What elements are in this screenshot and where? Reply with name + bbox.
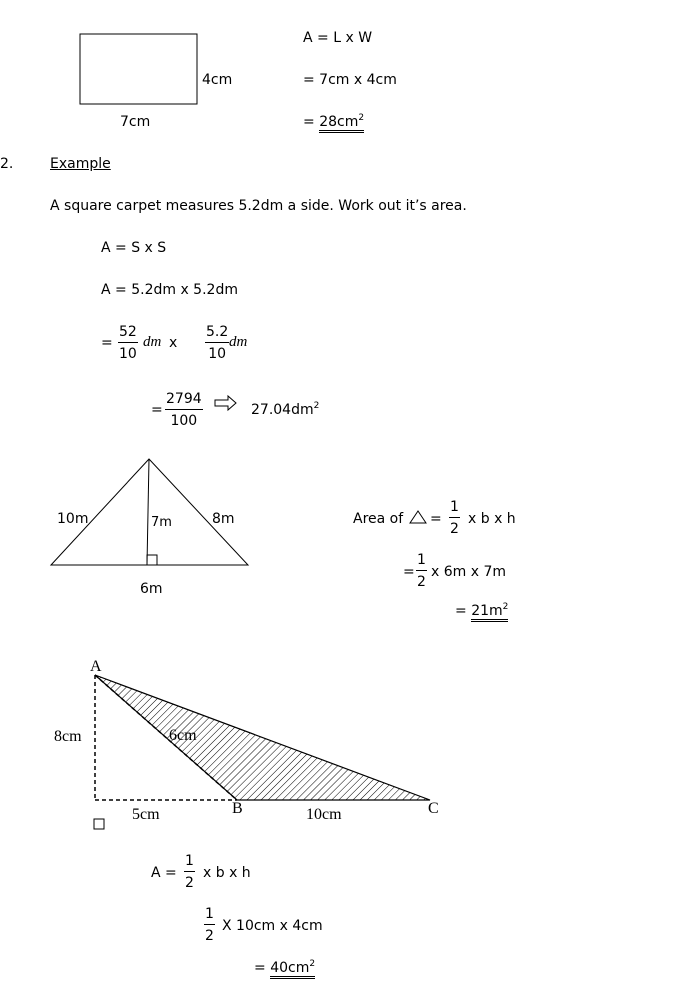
problem-statement: A square carpet measures 5.2dm a side. Work out it’s area. [50, 198, 467, 214]
triangle2-height-label: 8cm [54, 728, 82, 745]
section-heading: Example [50, 156, 111, 172]
area-formula: A = L x W [303, 30, 373, 46]
triangle-step-rest: x 6m x 7m [431, 564, 507, 580]
product-eq: = [151, 402, 163, 418]
fraction-52-10 [118, 325, 138, 361]
result-number: 27.04dm [251, 402, 314, 418]
vertex-b-label: B [232, 800, 243, 817]
unit-dm-1: dm [143, 334, 162, 350]
half-fraction [449, 500, 460, 536]
rect-height-label: 4cm [202, 72, 233, 88]
triangle-symbol-icon [410, 511, 426, 523]
triangle1-base-label: 6m [140, 581, 163, 597]
triangle-formula-rest: x b x h [468, 511, 516, 527]
triangle1-right-side-label: 8m [212, 511, 235, 527]
implies-arrow-icon [215, 396, 236, 410]
fraction-denominator: 10 [119, 346, 137, 362]
fraction-denominator: 2 [205, 928, 214, 944]
result-exponent: 2 [358, 113, 365, 123]
fraction-denominator: 2 [185, 875, 194, 891]
fraction-denominator: 10 [208, 346, 227, 362]
triangle2-base-bc-label: 10cm [306, 806, 342, 823]
step-half-fraction [416, 553, 427, 589]
fraction-numerator: 5.2 [205, 325, 229, 343]
fraction-line-eq: = [101, 335, 113, 351]
triangle-area-label: Area of [353, 511, 404, 527]
section-number: 2. [0, 156, 14, 172]
square-result [251, 403, 319, 417]
result-value [270, 960, 315, 979]
fraction-5.2-10 [205, 325, 229, 361]
result-number: 21m [471, 603, 503, 619]
triangle2-step-rest: X 10cm x 4cm [222, 918, 323, 934]
triangle1-height-label: 7m [151, 515, 172, 530]
result-value [471, 603, 508, 622]
vertex-c-label: C [428, 800, 439, 817]
result-exponent: 2 [502, 602, 509, 612]
fraction-denominator: 2 [450, 521, 459, 537]
result-prefix: = [455, 603, 472, 619]
fraction-numerator: 1 [449, 500, 460, 518]
triangle-result [455, 604, 508, 618]
fraction-numerator: 1 [204, 907, 215, 925]
square-formula: A = S x S [101, 240, 167, 256]
area-result [303, 115, 364, 129]
result-prefix: = [303, 114, 320, 130]
triangle2-hyp-label: 6cm [169, 727, 197, 744]
rect-width-label: 7cm [120, 114, 151, 130]
triangle1-left-side-label: 10m [57, 511, 89, 527]
result-value [319, 114, 364, 133]
fraction-2794-100 [165, 392, 203, 428]
result-exponent: 2 [313, 401, 320, 411]
fraction-numerator: 2794 [165, 392, 203, 410]
result-exponent: 2 [309, 959, 316, 969]
result-number: 28cm [319, 114, 359, 130]
fraction-denominator: 2 [417, 574, 426, 590]
fraction-numerator: 1 [184, 854, 195, 872]
result-number: 40cm [270, 960, 310, 976]
triangle2-step-fraction [204, 907, 215, 943]
triangle-area-eq: = [430, 511, 442, 527]
square-substitution: A = 5.2dm x 5.2dm [101, 282, 238, 298]
triangle2-base-left-label: 5cm [132, 806, 160, 823]
fraction-numerator: 1 [416, 553, 427, 571]
result-prefix: = [254, 960, 271, 976]
vertex-a-label: A [90, 658, 102, 675]
triangle2-result [254, 961, 315, 975]
times-sign: x [169, 335, 178, 351]
fraction-denominator: 100 [170, 413, 198, 429]
area-substitution: = 7cm x 4cm [303, 72, 397, 88]
triangle-step-eq: = [403, 564, 415, 580]
triangle2-half-fraction [184, 854, 195, 890]
rectangle-shape [80, 34, 197, 104]
fraction-numerator: 52 [118, 325, 138, 343]
triangle2-formula-rest: x b x h [203, 865, 251, 881]
triangle2-formula-prefix: A = [151, 865, 177, 881]
unit-dm-2: dm [229, 334, 248, 350]
